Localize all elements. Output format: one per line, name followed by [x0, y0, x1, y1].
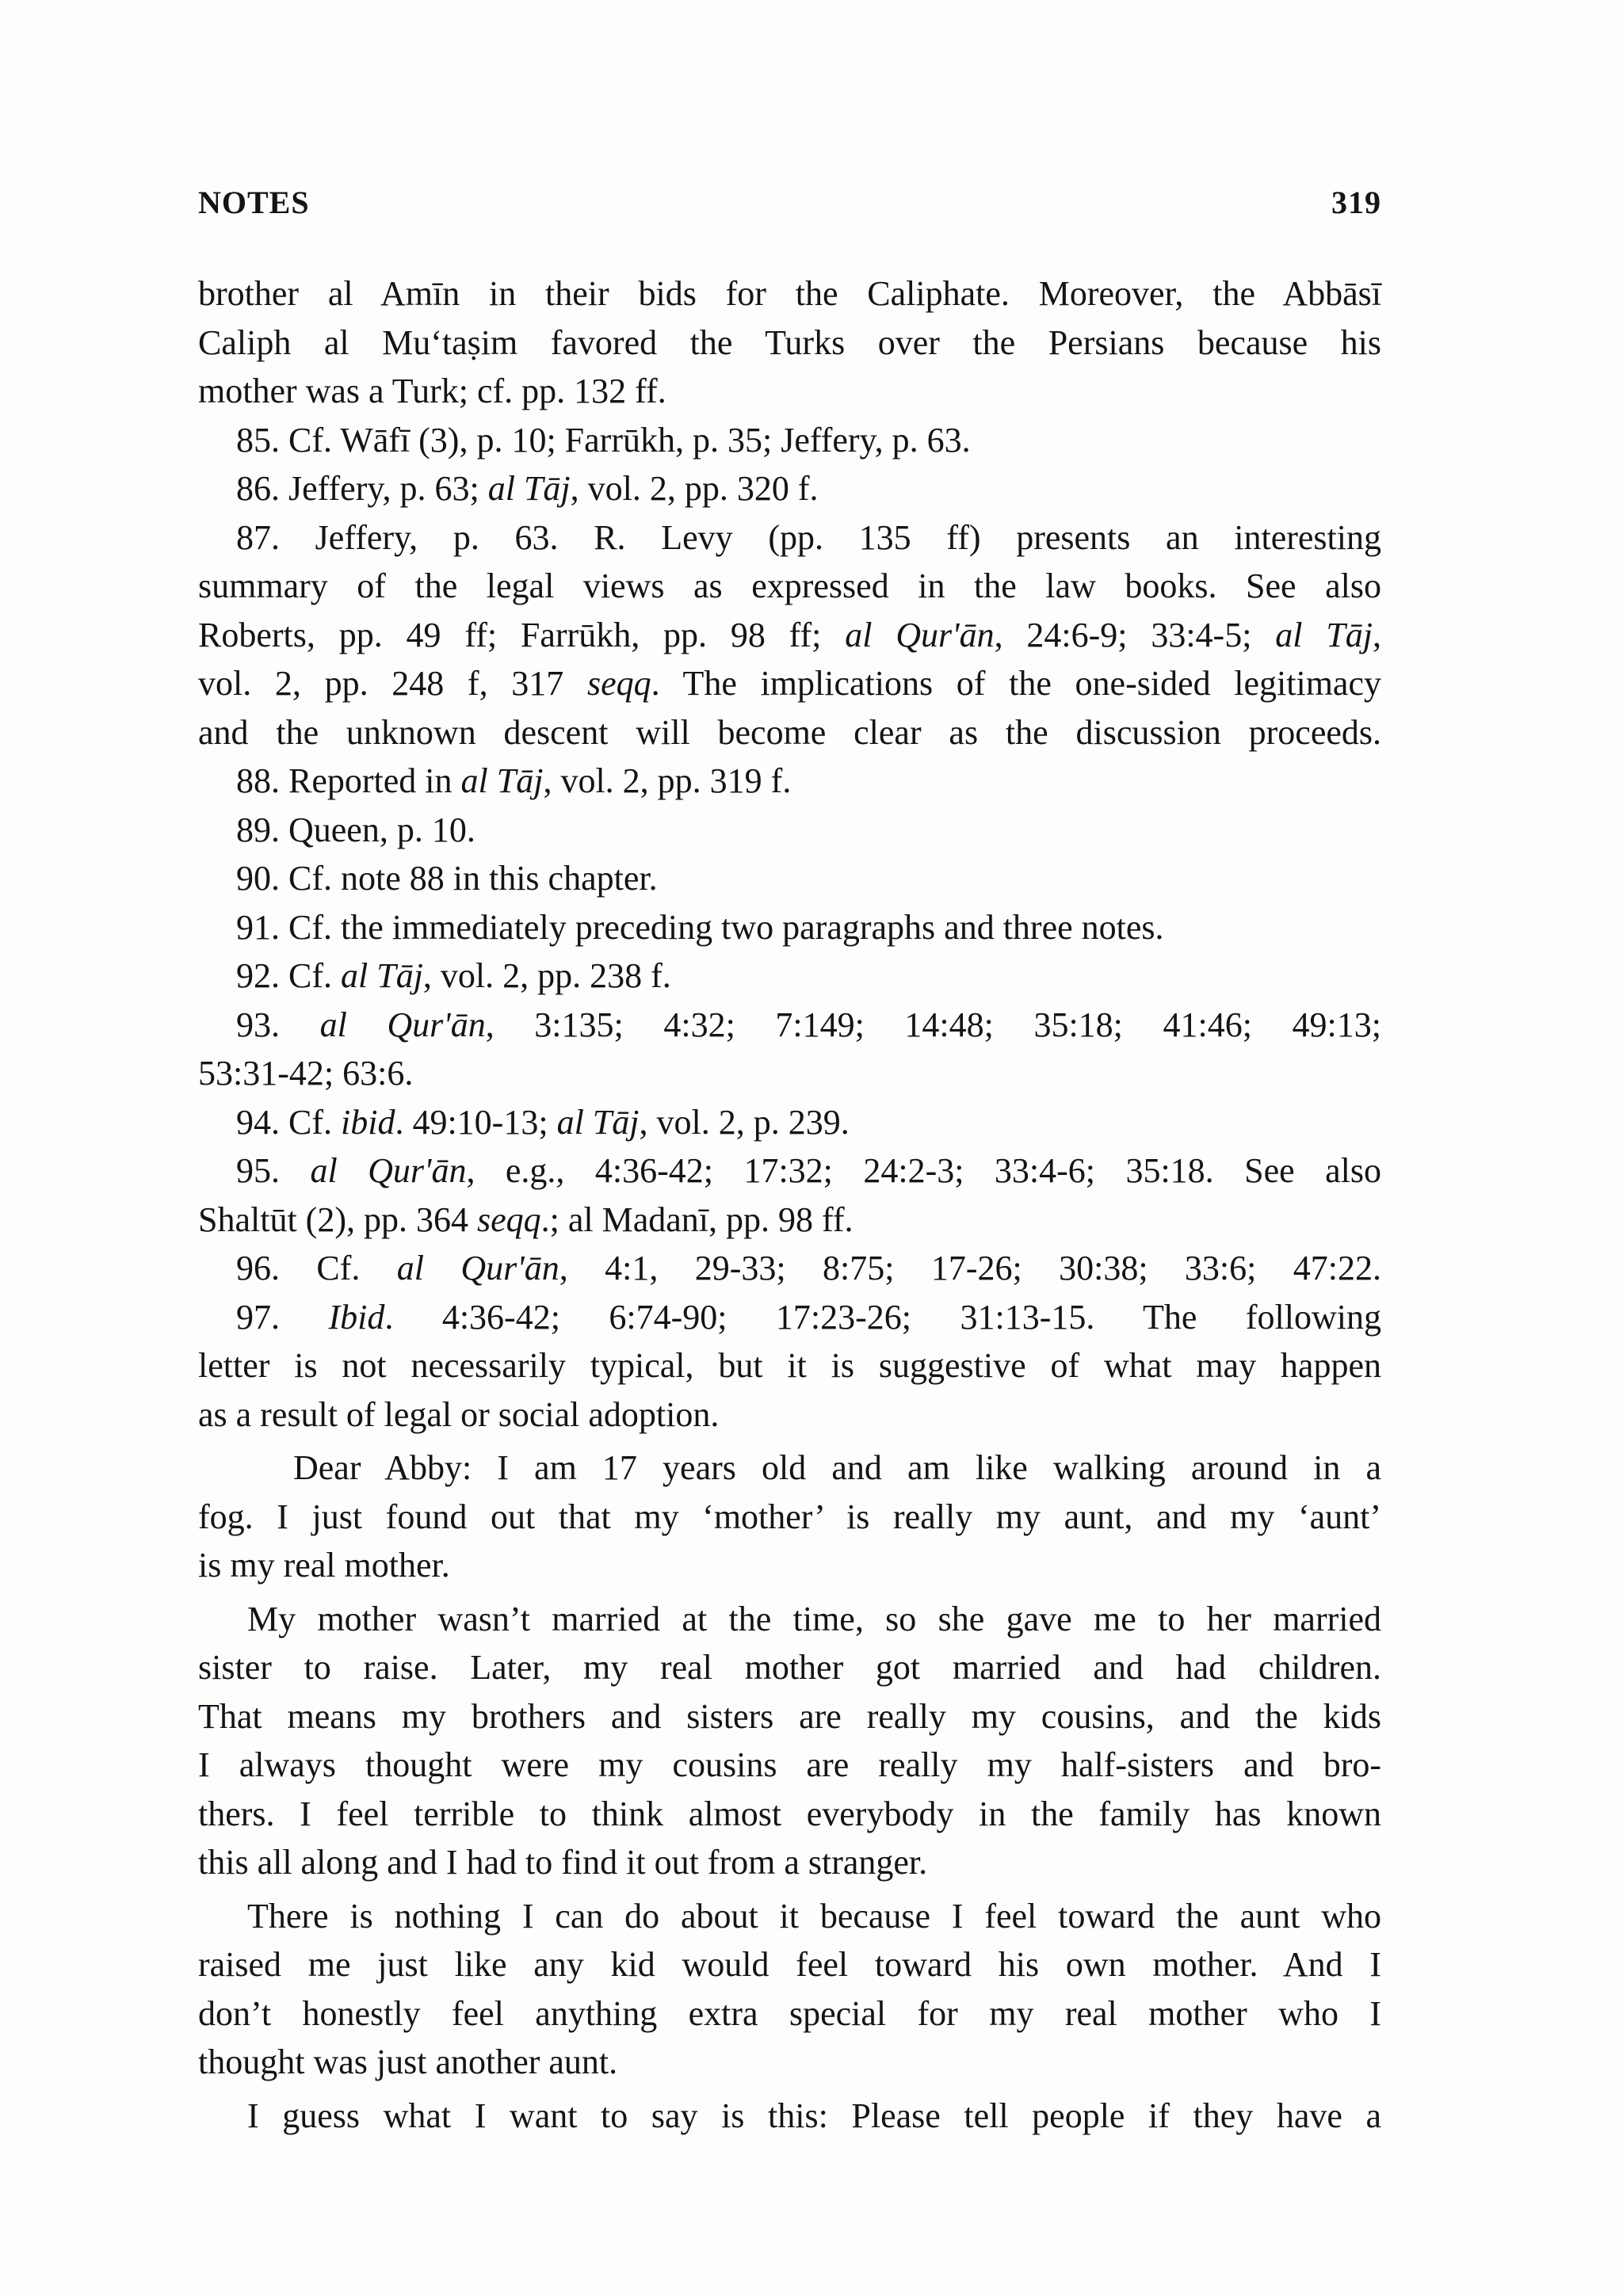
running-head — [198, 184, 1381, 223]
text-line: 53:31-42; 63:6. — [198, 1054, 414, 1093]
text-line: letter is not necessarily typical, but it is suggestive of what may happen — [198, 1346, 1381, 1385]
text-line: 91. Cf. the immediately preceding two paragraphs and three notes. — [236, 907, 1164, 947]
text-line: brother al Amīn in their bids for the Caliphate. Moreover, the Abbāsī — [198, 274, 1381, 313]
text-line: 87. Jeffery, p. 63. R. Levy (pp. 135 ff) presents an interesting — [236, 517, 1381, 557]
text-line: 92. Cf. al Tāj, vol. 2, pp. 238 f. — [236, 956, 671, 995]
text-line: 86. Jeffery, p. 63; al Tāj, vol. 2, pp. 320 f. — [236, 469, 819, 508]
text-line: is my real mother. — [198, 1546, 450, 1585]
text-line: thought was just another aunt. — [198, 2042, 618, 2081]
text-line: Shaltūt (2), pp. 364 seqq.; al Madanī, pp. 98 ff. — [198, 1199, 854, 1239]
text-line: 95. al Qur'ān, e.g., 4:36-42; 17:32; 24:2-3; 33:4-6; 35:18. See also — [236, 1151, 1381, 1190]
text-line: 93. al Qur'ān, 3:135; 4:32; 7:149; 14:48; 35:18; 41:46; 49:13; — [236, 1005, 1381, 1044]
text-line: 96. Cf. al Qur'ān, 4:1, 29-33; 8:75; 17-26; 30:38; 33:6; 47:22. — [236, 1249, 1381, 1287]
running-head-title: NOTES — [198, 185, 310, 220]
page-number: 319 — [1331, 185, 1381, 220]
text-line: Roberts, pp. 49 ff; Farrūkh, pp. 98 ff; al Qur'ān, 24:6-9; 33:4-5; al Tāj, — [198, 615, 1381, 654]
text-line: Caliph al Mu‘taṣim favored the Turks over the Persians because his — [198, 322, 1381, 362]
text-line: don’t honestly feel anything extra special for my real mother who I — [198, 1993, 1381, 2033]
text-line: raised me just like any kid would feel toward his own mother. And I — [198, 1945, 1381, 1984]
text-line: That means my brothers and sisters are really my cousins, and the kids — [198, 1696, 1381, 1736]
text-line: My mother wasn’t married at the time, so she gave me to her married — [247, 1599, 1381, 1638]
text-line: 88. Reported in al Tāj, vol. 2, pp. 319 f. — [236, 761, 792, 800]
text-line: 97. Ibid. 4:36-42; 6:74-90; 17:23-26; 31:13-15. The following — [236, 1297, 1381, 1337]
text-line: I always thought were my cousins are really my half-sisters and bro- — [198, 1745, 1381, 1784]
text-line: 89. Queen, p. 10. — [236, 810, 475, 849]
text-line: 85. Cf. Wāfī (3), p. 10; Farrūkh, p. 35; Jeffery, p. 63. — [236, 420, 971, 460]
text-line: thers. I feel terrible to think almost everybody in the family has known — [198, 1794, 1381, 1833]
text-line: fog. I just found out that my ‘mother’ is really my aunt, and my ‘aunt’ — [198, 1497, 1381, 1536]
text-line: this all along and I had to find it out from a stranger. — [198, 1843, 928, 1882]
text-line: 94. Cf. ibid. 49:10-13; al Tāj, vol. 2, p. 239. — [236, 1102, 850, 1142]
text-line: as a result of legal or social adoption. — [198, 1394, 720, 1434]
text-line: 90. Cf. note 88 in this chapter. — [236, 859, 658, 898]
text-line: summary of the legal views as expressed in the law books. See also — [198, 566, 1381, 605]
text-line: and the unknown descent will become clear as the discussion proceeds. — [198, 712, 1381, 752]
text-line: vol. 2, pp. 248 f, 317 seqq. The implications of the one-sided legitimacy — [198, 664, 1381, 703]
text-line: mother was a Turk; cf. pp. 132 ff. — [198, 372, 666, 410]
text-line: Dear Abby: I am 17 years old and am like walking around in a — [293, 1448, 1381, 1487]
text-line: I guess what I want to say is this: Please tell people if they have a — [247, 2096, 1381, 2135]
text-line: sister to raise. Later, my real mother got married and had children. — [198, 1648, 1381, 1687]
notes-body — [198, 269, 1381, 2140]
text-line: There is nothing I can do about it because I feel toward the aunt who — [247, 1896, 1381, 1936]
